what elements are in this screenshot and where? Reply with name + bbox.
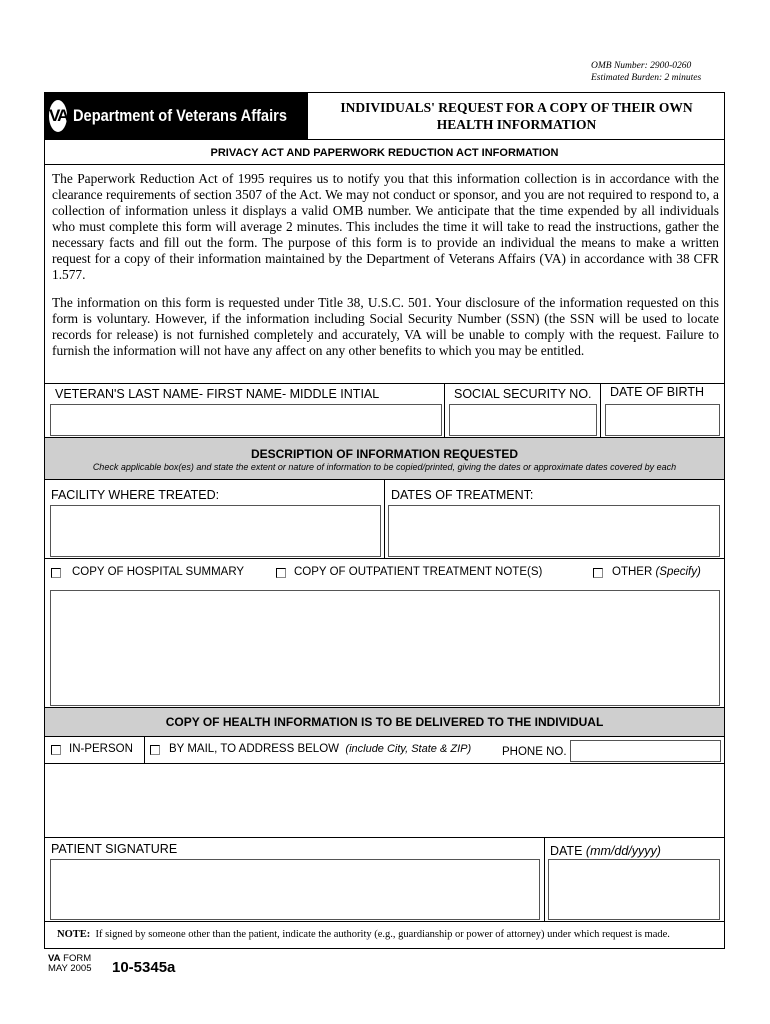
va-seal-icon: VA	[49, 100, 67, 132]
other-specify-hint: (Specify)	[655, 566, 701, 578]
form-number: 10-5345a	[112, 959, 176, 976]
va-logo	[45, 93, 307, 139]
by-mail-label	[169, 743, 471, 755]
patient-signature-field[interactable]	[50, 859, 540, 920]
note-text: If signed by someone other than the patient, indicate the authority (e.g., guardianship or power of attorney) under which request is made.	[95, 929, 670, 940]
note	[57, 929, 670, 940]
footer-form-word: FORM	[63, 953, 92, 964]
veteran-name-label: VETERAN'S LAST NAME- FIRST NAME- MIDDLE INTIAL	[55, 387, 380, 401]
agency-name: Department of Veterans Affairs	[73, 106, 288, 125]
ssn-label: SOCIAL SECURITY NO.	[454, 387, 592, 401]
footer-date: MAY 2005	[48, 963, 92, 974]
dob-label: DATE OF BIRTH	[610, 385, 704, 399]
dob-field[interactable]	[605, 404, 720, 436]
signature-date-label-text: DATE	[550, 844, 583, 858]
hospital-summary-checkbox[interactable]	[51, 568, 61, 578]
estimated-burden: Estimated Burden: 2 minutes	[591, 73, 702, 83]
mailing-address-field[interactable]	[47, 765, 722, 835]
in-person-label: IN-PERSON	[69, 743, 133, 755]
other-label	[612, 566, 701, 578]
outpatient-notes-checkbox[interactable]	[276, 568, 286, 578]
privacy-paragraph-2: The information on this form is requested under Title 38, U.S.C. 501. Your disclosure of the information requested on this form is voluntary. However, if the information including Social Security Number (SSN) (the SSN will be used to locate records for release) is not furnished completely and accurately, VA will be unable to comply with the request. Failure to furnish the information will not have any affect on any other benefits to which you may be entitled.	[52, 295, 719, 358]
by-mail-label-text: BY MAIL, TO ADDRESS BELOW	[169, 743, 340, 755]
veteran-name-field[interactable]	[50, 404, 442, 436]
privacy-text	[52, 171, 719, 371]
by-mail-hint: (include City, State & ZIP)	[345, 743, 472, 755]
facility-label: FACILITY WHERE TREATED:	[51, 488, 220, 502]
dates-of-treatment-label: DATES OF TREATMENT:	[391, 488, 534, 502]
outpatient-notes-label: COPY OF OUTPATIENT TREATMENT NOTE(S)	[294, 566, 543, 578]
phone-label: PHONE NO.	[502, 746, 567, 758]
dates-of-treatment-field[interactable]	[388, 505, 720, 557]
form-footer	[48, 954, 91, 974]
delivery-heading: COPY OF HEALTH INFORMATION IS TO BE DELIVERED TO THE INDIVIDUAL	[165, 715, 604, 729]
form-title-line-1: INDIVIDUALS' REQUEST FOR A COPY OF THEIR OWN	[340, 100, 693, 115]
hospital-summary-label: COPY OF HOSPITAL SUMMARY	[72, 566, 245, 578]
footer-va: VA	[48, 953, 61, 964]
information-details-field[interactable]	[50, 590, 720, 706]
privacy-paragraph-1: The Paperwork Reduction Act of 1995 requires us to notify you that this information collection is in accordance with the clearance requirements of section 3507 of the Act. We may not conduct or sponsor, and you are not required to respond to, a collection of information unless it displays a valid OMB number. We anticipate that the time expended by all individuals who must complete this form will average 2 minutes. This includes the time it will take to read the instructions, gather the necessary facts and fill out the form. The purpose of this form is to provide an individual the means to make a written request for a copy of their information maintained by the Department of Veterans Affairs (VA) in accordance with 38 CFR 1.577.	[52, 171, 719, 282]
description-heading: DESCRIPTION OF INFORMATION REQUESTED	[250, 447, 519, 461]
by-mail-checkbox[interactable]	[150, 745, 160, 755]
delivery-header	[45, 708, 724, 736]
omb-info	[591, 60, 701, 84]
other-checkbox[interactable]	[593, 568, 603, 578]
privacy-heading: PRIVACY ACT AND PAPERWORK REDUCTION ACT INFORMATION	[210, 147, 559, 159]
in-person-checkbox[interactable]	[51, 745, 61, 755]
form-title	[307, 99, 726, 133]
description-instructions: Check applicable box(es) and state the extent or nature of information to be copied/printed, giving the dates or approximate dates covered by each	[92, 462, 677, 472]
signature-date-label	[550, 844, 661, 858]
note-prefix: NOTE:	[57, 929, 91, 940]
patient-signature-label: PATIENT SIGNATURE	[51, 842, 178, 856]
signature-date-format: (mm/dd/yyyy)	[585, 844, 661, 858]
omb-number: OMB Number: 2900-0260	[591, 61, 692, 71]
other-label-text: OTHER	[612, 566, 653, 578]
form-title-line-2: HEALTH INFORMATION	[436, 117, 597, 132]
phone-field[interactable]	[570, 740, 721, 762]
facility-field[interactable]	[50, 505, 381, 557]
ssn-field[interactable]	[449, 404, 597, 436]
va-form	[44, 92, 725, 949]
description-header	[45, 438, 724, 479]
signature-date-field[interactable]	[548, 859, 720, 920]
